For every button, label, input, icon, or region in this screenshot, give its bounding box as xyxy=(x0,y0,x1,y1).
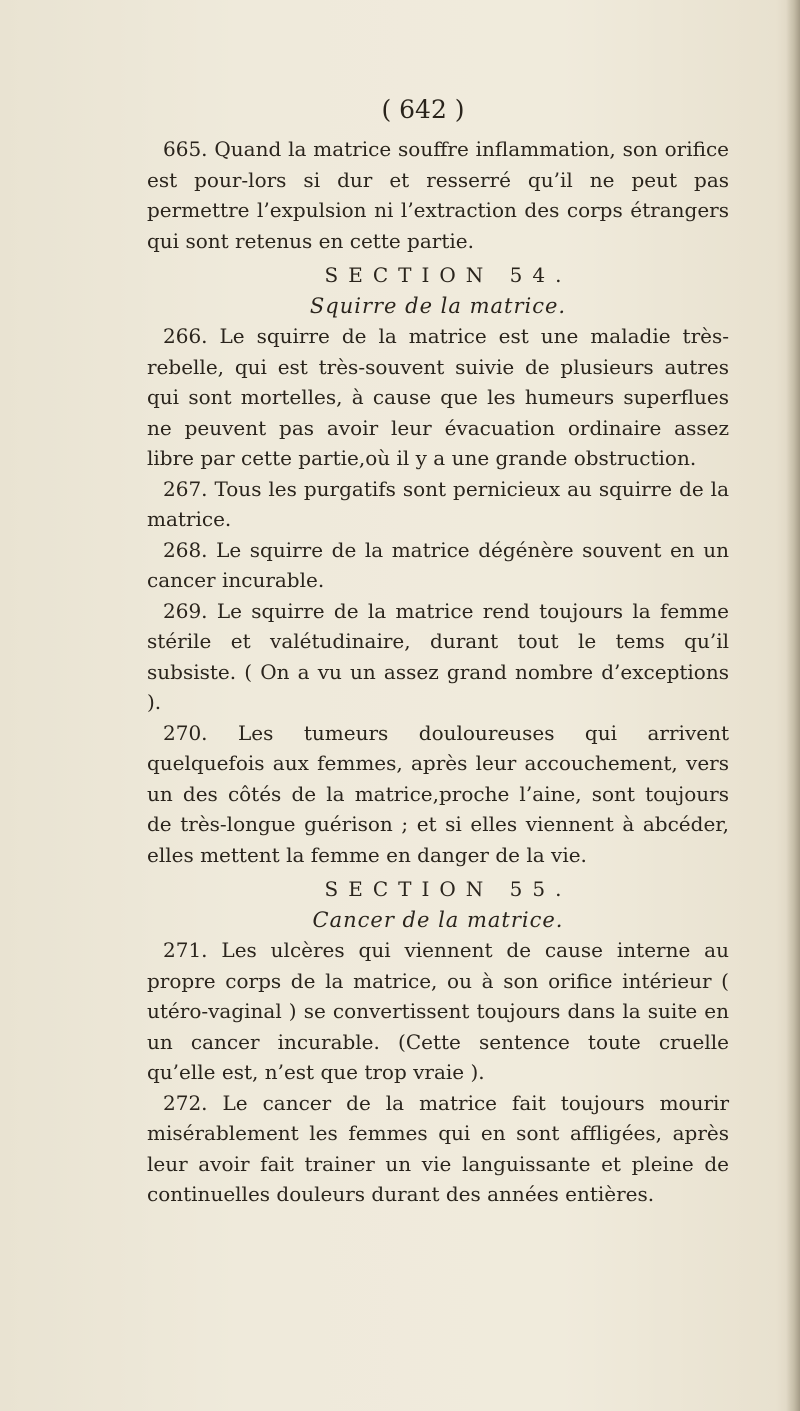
paragraph-268: 268. Le squirre de la matrice dégénère souvent en un cancer incurable. xyxy=(147,537,729,592)
section-55-subheading: Cancer de la matrice. xyxy=(312,907,564,932)
paragraph-266: 266. Le squirre de la matrice est une maladie très-rebelle, qui est très-souvent suivie de plusieurs autres qui sont mortelles, à cause que les humeurs superflues ne peuvent pas avoir leur évacuation ordinaire assez libre par cette partie,où il y a une grande obstruction. xyxy=(147,324,729,470)
section-55-heading: SECTION 55. xyxy=(324,877,572,901)
text-block xyxy=(147,92,729,1210)
paragraph-271: 271. Les ulcères qui viennent de cause interne au propre corps de la matrice, ou à son orifice intérieur ( utéro-vaginal ) se convertissent toujours dans la suite en un cancer incurable. (Cette sentence toute cruelle qu’elle est, n’est que trop vraie ). xyxy=(147,938,729,1084)
paragraph-269: 269. Le squirre de la matrice rend toujours la femme stérile et valétudinaire, durant tout le tems qu’il subsiste. ( On a vu un assez grand nombre d’exceptions ). xyxy=(147,598,729,714)
paragraph-665: 665. Quand la matrice souffre inflammation, son orifice est pour-lors si dur et resserré qu’il ne peut pas permettre l’expulsion ni l’extraction des corps étrangers qui sont retenus en cette partie. xyxy=(147,137,729,253)
paragraph-267: 267. Tous les purgatifs sont pernicieux au squirre de la matrice. xyxy=(147,476,729,531)
section-54-subheading: Squirre de la matrice. xyxy=(309,293,567,318)
page-number: ( 642 ) xyxy=(381,95,465,124)
paragraph-272: 272. Le cancer de la matrice fait toujours mourir misérablement les femmes qui en sont affligées, après leur avoir fait trainer un vie languissante et pleine de continuelles douleurs durant des années entières. xyxy=(147,1090,729,1206)
section-54-heading: SECTION 54. xyxy=(324,263,572,287)
page-edge-shadow xyxy=(786,0,800,1411)
paragraph-270: 270. Les tumeurs douloureuses qui arrivent quelquefois aux femmes, après leur accouchement, vers un des côtés de la matrice,proche l’aine, sont toujours de très-longue guérison ; et si elles viennent à abcéder, elles mettent la femme en danger de la vie. xyxy=(147,720,729,867)
